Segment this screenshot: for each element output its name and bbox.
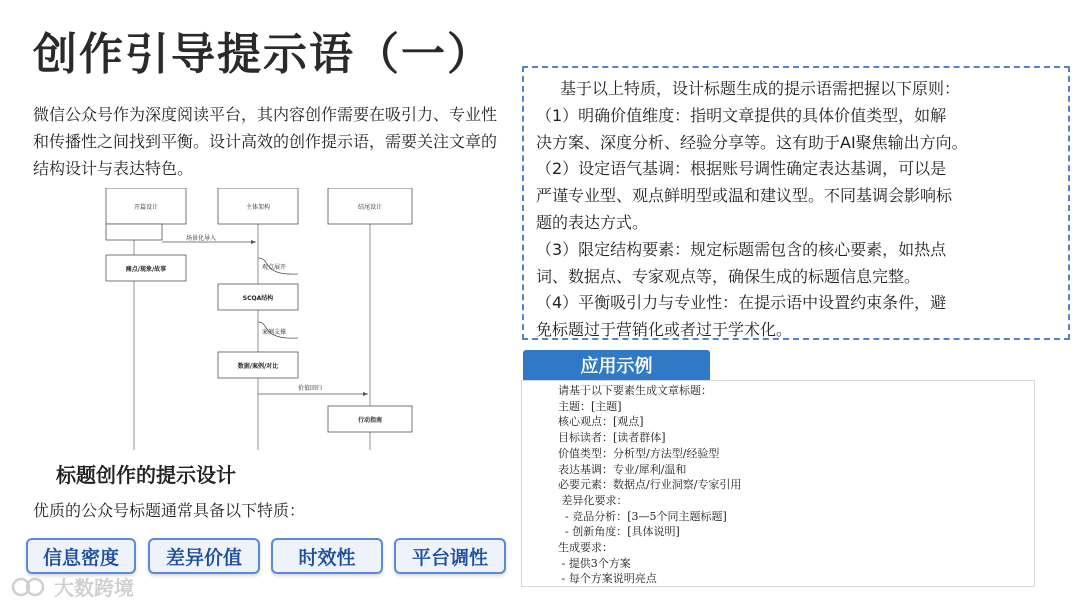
principle-line: 决方案、深度分析、经验分享等。这有助于AI聚焦输出方向。 (536, 132, 968, 152)
section-heading: 标题创作的提示设计 (56, 463, 236, 487)
tag-timeliness: 时效性 (271, 538, 383, 574)
page-title: 创作引导提示语（一） (33, 29, 493, 80)
principle-line: （2）设定语气基调：根据账号调性确定表达基调，可以是 (536, 159, 947, 179)
tag-platform-tone: 平台调性 (394, 538, 506, 574)
example-tab: 应用示例 (523, 350, 710, 380)
watermark-text: 大数跨境 (54, 576, 134, 600)
message-label: 价值回归 (298, 385, 323, 392)
example-line: - 创新角度：[具体说明] (558, 525, 680, 539)
example-line: 请基于以下要素生成文章标题： (558, 384, 712, 397)
principle-line: （1）明确价值维度：指明文章提供的具体价值类型，如解 (536, 105, 947, 125)
watermark (10, 572, 134, 601)
sequence-diagram (102, 188, 420, 450)
lane-label: 主体架构 (245, 204, 271, 211)
example-prompt-box (521, 380, 1035, 587)
principle-line: 词、数据点、专家观点等，确保生成的标题信息完整。 (536, 266, 921, 286)
step-label: 行动指南 (357, 417, 383, 424)
example-line: 目标读者：[读者群体] (558, 431, 666, 445)
message-label: 场景化导入 (186, 235, 217, 242)
principles-box (522, 66, 1070, 340)
example-line: 表达基调：专业/犀利/温和 (558, 462, 687, 476)
example-line: 核心观点：[观点] (558, 415, 644, 429)
tag-info-density: 信息密度 (26, 538, 136, 574)
example-line: - 提供3个方案 (558, 556, 631, 570)
lane-label: 结尾设计 (357, 204, 383, 211)
principle-line: 免标题过于营销化或者过于学术化。 (536, 320, 793, 340)
principle-line: 严谨专业型、观点鲜明型或温和建议型。不同基调会影响标 (536, 186, 953, 206)
example-line: 必要元素：数据点/行业洞察/专家引用 (558, 478, 742, 492)
tag-differentiation: 差异价值 (148, 538, 260, 574)
step-label: 痛点/现象/故事 (125, 266, 167, 273)
principle-line: 题的表达方式。 (536, 212, 649, 232)
intro-paragraph: 微信公众号作为深度阅读平台，其内容创作需要在吸引力、专业性和传播性之间找到平衡。设计高效的创作提示语，需要关注文章的结构设计与表达特色。 (33, 105, 498, 178)
logo-icon (10, 576, 48, 598)
principles-intro: 基于以上特质，设计标题生成的提示语需把握以下原则： (560, 79, 961, 98)
step-label: 数据/案例/对比 (237, 363, 279, 370)
lane-label: 开篇设计 (133, 204, 159, 211)
message-label: 案例支撑 (262, 329, 287, 336)
principle-line: （3）限定结构要素：规定标题需包含的核心要素，如热点 (536, 239, 947, 259)
example-line: - 每个方案说明亮点 (558, 572, 657, 586)
message-label: 观点展开 (262, 264, 287, 271)
example-line: 差异化要求： (558, 493, 628, 507)
example-line: 主题：[主题] (558, 399, 622, 413)
step-label: SCQA结构 (242, 295, 274, 302)
example-line: 价值类型：分析型/方法型/经验型 (558, 446, 720, 460)
example-line: - 竞品分析：[3—5个同主题标题] (558, 509, 727, 523)
example-line: 生成要求： (558, 541, 613, 555)
principle-line: （4）平衡吸引力与专业性：在提示语中设置约束条件，避 (536, 293, 947, 313)
section-description: 优质的公众号标题通常具备以下特质： (33, 501, 306, 520)
